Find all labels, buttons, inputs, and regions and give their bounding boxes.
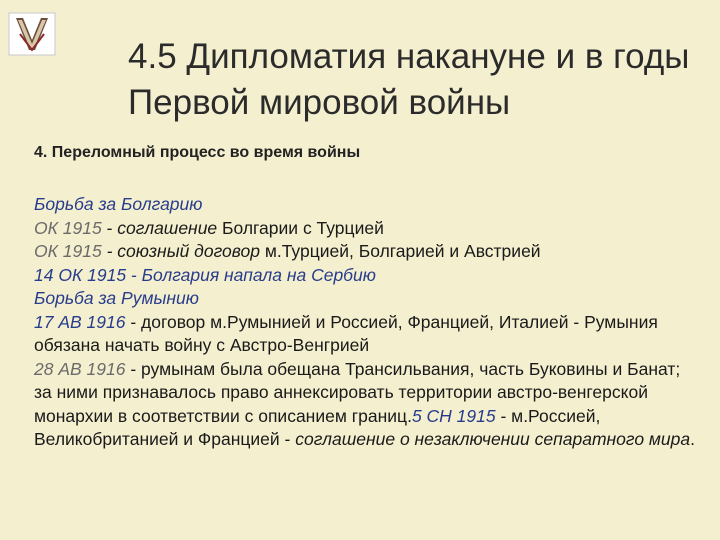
- line-text: - договор м.Румынией и Россией, Францией, Италией - Румыния обязана начать войну с Австро-Венгрией: [34, 311, 658, 355]
- section-subtitle: 4. Переломный процесс во время войны: [34, 144, 361, 161]
- line-bulgaria-attack: [34, 264, 700, 288]
- date-label: 28 АВ 1916: [34, 358, 126, 379]
- date-label: 17 АВ 1916: [34, 311, 126, 332]
- line-text: м.Турцией, Болгарией и Австрией: [259, 241, 541, 261]
- line-text: - румынам была обещана Трансильвания, часть Буковины и Банат; за ними признавалось право аннексировать территории австро-венгерской монархии в соответствии с описанием границ.: [34, 358, 681, 426]
- v-emblem-icon: [8, 12, 56, 56]
- date-label: 14 ОК 1915: [34, 264, 127, 285]
- date-label: ОК 1915: [34, 241, 102, 261]
- term-label: соглашение: [117, 217, 218, 238]
- term-label: соглашение о незаключении сепаратного мира: [295, 429, 691, 449]
- heading-bulgaria: Борьба за Болгарию: [34, 194, 203, 214]
- line-text: - Болгария напала на Сербию: [126, 264, 376, 285]
- separator: -: [101, 241, 118, 261]
- term-label: союзный договор: [117, 241, 260, 261]
- line-romania-treaty: [34, 311, 700, 358]
- content-body: [34, 193, 700, 452]
- page-title: 4.5 Дипломатия накануне и в годы Первой мировой войны: [128, 37, 690, 122]
- line-text: - м.Россией, Великобританией и Францией -: [34, 405, 601, 449]
- date-label: ОК 1915: [34, 217, 102, 238]
- line-romania-promises: [34, 358, 700, 452]
- line-alliance-treaty: [34, 240, 700, 264]
- date-label: 5 СН 1915: [411, 405, 496, 426]
- line-agreement-bulgaria-turkey: [34, 217, 700, 241]
- separator: -: [101, 217, 118, 238]
- line-text: Болгарии с Турцией: [217, 217, 384, 238]
- line-text: .: [690, 429, 695, 449]
- heading-romania: Борьба за Румынию: [34, 288, 199, 308]
